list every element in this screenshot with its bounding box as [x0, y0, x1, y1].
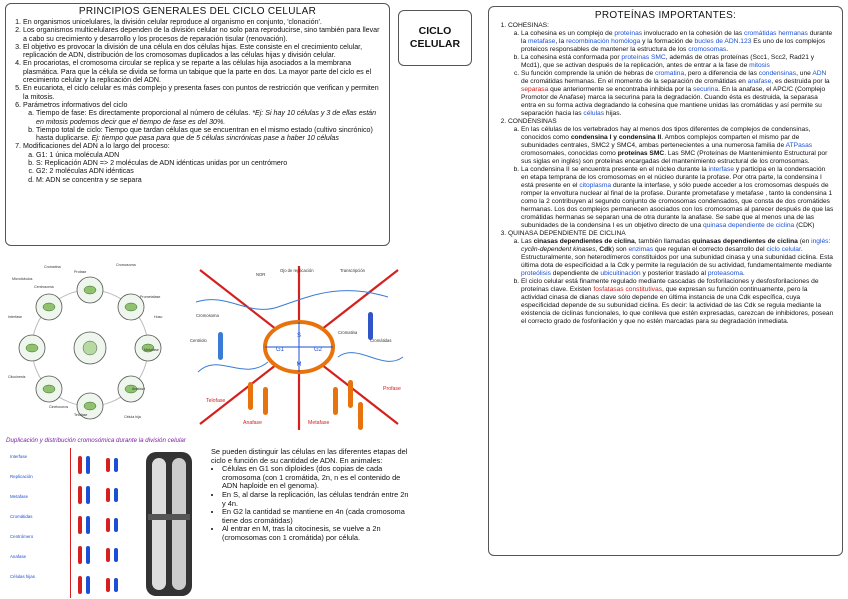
cycle-label: Microtúbulos: [12, 277, 33, 281]
cycle-label: Cinetocoros: [49, 405, 69, 409]
term-link[interactable]: proteínas SMC: [621, 54, 666, 61]
duplication-label: Cromátidas: [10, 514, 33, 519]
cdk-item: [521, 238, 834, 278]
term-link[interactable]: inglés: [811, 238, 829, 245]
text-segment: El ciclo celular está finamente regulado mediante cascadas de fosforilaciones y desfosforilaciones de proteínas clave. Existen: [521, 278, 819, 293]
term-link[interactable]: proteínas: [614, 30, 643, 37]
cycle-label: Telofase: [74, 413, 88, 417]
duplication-title: Duplicación y distribución cromosómica durante la división celular: [6, 437, 186, 444]
cycle-label: Prometafase: [140, 295, 161, 299]
interphase-nucleus: [83, 341, 97, 355]
phase-figure-label: Profase: [383, 386, 401, 392]
chromatid-drawing: [86, 486, 90, 504]
term-link[interactable]: proteólisis: [521, 270, 551, 277]
chromosome-shape: [368, 312, 373, 340]
cohesin-item: [521, 70, 834, 118]
text-segment: hijas.: [604, 110, 622, 117]
phase-figure-label: Cromosoma: [196, 313, 219, 318]
cycle-label: Interfase: [8, 315, 22, 319]
chromosome-shape: [248, 382, 253, 410]
phase-figure-label: Telofase: [206, 398, 226, 404]
cell-cycle-phases-figure: [188, 262, 410, 432]
chromatin-strand: [198, 362, 268, 372]
text-segment: quinasas dependientes de ciclina: [692, 238, 798, 245]
chromatid-drawing: [86, 456, 90, 474]
text-segment: durante la interfase, y sólo puede acceder a los cromosomas después de romper la envoltura nuclear al final de la profase. Durante prometafase y metafase , tanto la condensina 1 como la 2 contribuyen al segundo conjunto de cromosomas condensados, que consta de dos cromátides hermanas. Los dos complejos permanecen asociados con los cromosomas al parecer después de que las cromátidas hermanas se separan una de otra durante la anafase. Se sabe que al menos una de las subunidades de la condensina I es un objetivo directo de una: [521, 182, 834, 229]
text-segment: involucrado en la cohesión de las: [642, 30, 744, 37]
term-link[interactable]: ciclo celular: [766, 246, 801, 253]
principle-item: 2. Los organismos multicelulares dependen de la división celular no solo para reproducirse, sino también para llevar a cabo su crecimiento y desarrollo y los procesos de reparación tisular (renovación).: [23, 26, 383, 43]
dna-content-bullet: • Células en G1 son diploides (dos copias de cada cromosoma (con 1 cromátida, 2n, n es el contenido de ADN haploide en el genoma).: [222, 465, 411, 491]
chromatid-drawing: [114, 578, 118, 592]
chromatid-drawing: [86, 546, 90, 564]
text-segment: , pero a diferencia de las: [684, 70, 759, 77]
text-segment: cyclin-dependent kinases: [521, 246, 596, 253]
condensin-item: [521, 126, 834, 166]
text-segment: ,: [595, 246, 600, 253]
phase-figure-label: Anafase: [243, 420, 263, 426]
parameter-total-time: b. Tiempo total de ciclo: Tiempo que tardan células que se encuentran en el mismo estado (cultivo sincrónico) hasta duplicarse. Ej: tiempo que pasa para que de 5 células sincrónicas pase a haber 10 células: [36, 126, 383, 143]
title-line-1: CICLO: [418, 25, 452, 37]
text-segment: , la: [555, 38, 567, 45]
text-segment: durante la: [521, 30, 833, 45]
principle-item: 5. En eucariota, el ciclo celular es más complejo y presenta fases con puntos de restricción que verifican y permiten la mitosis.: [23, 84, 383, 101]
mitosis-cycle-figure: [4, 258, 176, 430]
dna-mod-item: a. G1: 1 única molécula ADN: [36, 151, 383, 159]
phase-figure-label: Centriolo: [190, 338, 207, 343]
term-link[interactable]: separasa: [521, 86, 549, 93]
chromosome-shape: [333, 387, 338, 415]
cycle-label: Cromosoma: [116, 263, 136, 267]
chromatid-right: [172, 458, 186, 590]
cell-chromosomes: [84, 402, 96, 410]
text-segment: que regulan el correcto desarrollo del: [653, 246, 767, 253]
cell-chromosomes: [125, 303, 137, 311]
term-link[interactable]: células: [583, 110, 605, 117]
text-segment: . Estructuralmente, son heterodímeros constituidos por una subunidad cinasa y una subunidad ciclina. Esta última dota de especificidad a la Cdk y permite la regulación de su actividad, fundamentalmente mediante: [521, 246, 833, 269]
term-link[interactable]: ubicuitinación: [600, 270, 641, 277]
chromatid-drawing: [86, 516, 90, 534]
chromosome-shape: [348, 380, 353, 408]
term-link[interactable]: interfase: [708, 166, 735, 173]
principles-title: PRINCIPIOS GENERALES DEL CICLO CELULAR: [78, 6, 317, 17]
text-segment: ) son: [611, 246, 629, 253]
text-segment: proteínas SMC: [617, 150, 665, 157]
chromatid-drawing: [78, 576, 82, 594]
duplication-label: Células hijas: [10, 574, 35, 579]
duplication-label: Metafase: [10, 494, 29, 499]
principles-list: [12, 18, 383, 184]
text-segment: de cromátidas hermanas. En el momento de la separación de cromátidas en: [521, 78, 748, 85]
chromatid-drawing: [106, 578, 110, 592]
chromatin-strand: [338, 353, 403, 362]
chromatid-drawing: [106, 488, 110, 502]
dna-mod-item: d. M: ADN se concentra y se separa: [36, 176, 383, 184]
phase-figure-label: Transcripción: [340, 268, 365, 273]
dna-content-bullet: • Al entrar en M, tras la citocinesis, se vuelve a 2n (cromosomas con 1 cromátida) por célula.: [222, 525, 411, 542]
term-link[interactable]: ATPasas: [785, 142, 813, 149]
chromosome-shape: [358, 402, 363, 430]
text-segment: Su función comprende la unión de hebras de: [521, 70, 656, 77]
text-segment: que anteriormente se encontraba inhibida por la: [548, 86, 694, 93]
parameters-label: Parámetros informativos del ciclo: [23, 100, 128, 109]
proteins-panel: [488, 6, 843, 556]
text-segment: La cohesina es un complejo de: [521, 30, 615, 37]
principle-item: 4. En procariotas, el cromosoma circular se replica y se reparte a las células hija asociados a la membrana plasmática. Para que la célula se divida se forma un tabique que la parte en dos. La mayor parte del ciclo es el crecimiento celular y la replicación del ADN.: [23, 59, 383, 84]
term-link[interactable]: proteasoma: [707, 270, 743, 277]
chromatid-drawing: [78, 486, 82, 504]
term-link[interactable]: condensinas: [758, 70, 797, 77]
phase-figure-label: NOR: [256, 272, 266, 277]
text-segment: y la formación de: [640, 38, 695, 45]
cycle-label: Cromatina: [44, 265, 61, 269]
text-segment: .: [742, 270, 745, 277]
dna-content-intro: Se pueden distinguir las células en las diferentes etapas del ciclo e función de su cantidad de ADN. En animales:: [211, 447, 408, 465]
term-link[interactable]: bucles de ADN.123: [694, 38, 752, 45]
duplication-labels: [10, 454, 36, 579]
chromatid-drawing: [86, 576, 90, 594]
text-segment: cromosomales, conocidas como: [521, 150, 618, 157]
chromatid-drawing: [114, 548, 118, 562]
text-segment: (en: [797, 238, 812, 245]
chromatid-drawing: [106, 458, 110, 472]
cohesins-section: [508, 22, 834, 118]
text-segment: dependiente de: [550, 270, 601, 277]
term-link[interactable]: enzimas: [628, 246, 654, 253]
term-link[interactable]: cromátidas hermanas: [744, 30, 808, 37]
divider-line: [70, 448, 71, 598]
text-segment: , además de otras proteínas (Scc1, Scc2, Rad21 y Mcd1), que se activan después de la replicación, antes de entrar a la fase de: [521, 54, 815, 69]
dna-content-bullet: • En G2 la cantidad se mantiene en 4n (cada cromosoma tiene dos cromátidas): [222, 508, 411, 525]
chromatid-drawing: [106, 548, 110, 562]
condensin-item: [521, 166, 834, 230]
cell-cycle-title-box: [398, 10, 472, 66]
cycle-label: Citocinesis: [8, 375, 26, 379]
dna-content-text: [211, 448, 411, 543]
phase-figure-label: Metafase: [308, 420, 330, 426]
term-link[interactable]: cromatina: [655, 70, 685, 77]
chromatid-drawing: [114, 488, 118, 502]
cycle-label: Metafase: [144, 348, 159, 352]
cycle-label: Huso: [154, 315, 163, 319]
text-segment: . En la anafase, el APC/C (Complejo Promotor de Anafase) marca la securina para la degradación. Cuando ésta es destruida, la separasa entra en su forma activa degradando la cohesina que mantiene unidas las cromátidas y así permite su separación hacia las: [521, 86, 826, 117]
chromosome-shape: [218, 332, 223, 360]
term-link[interactable]: recombinación homóloga: [566, 38, 641, 45]
chromatid-drawing: [114, 518, 118, 532]
duplication-chromosomes: [78, 456, 118, 594]
text-segment: , une: [796, 70, 813, 77]
text-segment: cinasas dependientes de ciclina: [533, 238, 635, 245]
phase-mark: M: [296, 362, 302, 368]
term-link[interactable]: ADN: [812, 70, 827, 77]
cycle-label: Anafase: [132, 387, 146, 391]
proteins-list: [497, 22, 834, 326]
chromatid-left: [152, 458, 166, 590]
text-segment: , es destruida por la: [771, 78, 830, 85]
dna-content-bullet: • En S, al darse la replicación, las células tendrán entre 2n y 4n.: [222, 491, 411, 508]
chromatid-drawing: [78, 516, 82, 534]
text-segment: :: [828, 238, 831, 245]
duplication-label: Centrómero: [10, 534, 34, 539]
text-segment: Las: [521, 238, 534, 245]
term-link[interactable]: cromosomas: [688, 46, 727, 53]
title-line-2: CELULAR: [409, 38, 461, 50]
cdk-section: [508, 230, 834, 326]
cdk-item: [521, 278, 834, 326]
cdk-title: QUINASA DEPENDIENTE DE CICLINA: [508, 230, 626, 237]
chromatid-drawing: [78, 456, 82, 474]
term-link[interactable]: securina: [693, 86, 719, 93]
phase-mark: G2: [313, 347, 323, 353]
text-segment: . Ambos complejos comparten el mismo par de subunidades centrales, SMC2 y SMC4, ambas pertenecientes a una numerosa familia de: [521, 134, 800, 149]
text-segment: .: [726, 46, 729, 53]
term-link[interactable]: citoplasma: [579, 182, 612, 189]
term-link[interactable]: metafase: [528, 38, 556, 45]
duplication-figure: [6, 434, 204, 599]
cycle-label: Célula hija: [124, 415, 141, 419]
text-segment: Es uno de los complejos proteicos responsables de mantener la estructura de los: [521, 38, 826, 53]
cell-chromosomes: [43, 385, 55, 393]
text-segment: (CDK): [794, 222, 815, 229]
dna-mod-item: b. S: Replicación ADN => 2 moléculas de ADN idénticas unidas por un centrómero: [36, 159, 383, 167]
duplication-label: Anafase: [10, 554, 27, 559]
duplication-label: Replicación: [10, 474, 33, 479]
cycle-label: Profase: [74, 270, 87, 274]
cohesin-item: [521, 54, 834, 70]
term-link[interactable]: anafase: [747, 78, 772, 85]
dna-content-list: [211, 465, 411, 542]
cohesins-title: COHESINAS:: [508, 22, 549, 29]
text-segment: , también llamadas: [634, 238, 693, 245]
phase-mark: G1: [275, 347, 285, 353]
chromatid-drawing: [106, 518, 110, 532]
cycle-label: Centrosoma: [34, 285, 54, 289]
cell-chromosomes: [84, 286, 96, 294]
cell-chromosomes: [43, 303, 55, 311]
text-segment: La cohesina está conformada por: [521, 54, 622, 61]
text-segment: y posterior traslado al: [640, 270, 708, 277]
dna-mod-item: c. G2: 2 moléculas ADN idénticas: [36, 167, 383, 175]
principle-item: 3. El objetivo es provocar la división de una célula en dos células hijas. Este consiste en el crecimiento celular, replicación de ADN, distribución de los cromosomas duplicados a las células hijas y división celular.: [23, 43, 383, 60]
centromere: [148, 514, 190, 520]
parameter-phase-time: a. Tiempo de fase: Es directamente proporcional al número de células. *Ej: Si hay 10 células y 3 de ellas están en mitosis podemos decir que el tiempo de fase es del 30%.: [36, 109, 383, 126]
chromosome-shape: [263, 387, 268, 415]
condensins-title: CONDENSINAS: [508, 118, 557, 125]
text-segment: condensina I y condensina II: [570, 134, 662, 141]
principle-item-dna: [23, 142, 383, 183]
duplication-label: Interfase: [10, 454, 28, 459]
phase-figure-label: Cromatina: [338, 330, 358, 335]
dna-mod-label: Modificaciones del ADN a lo largo del proceso:: [23, 142, 170, 151]
text-segment: En las células de los vertebrados hay al menos dos tipos diferentes de complejos de condensinas, conocidos como: [521, 126, 811, 141]
term-link[interactable]: quinasa dependiente de ciclina: [703, 222, 795, 229]
text-segment: Cdk: [599, 246, 612, 253]
phase-figure-label: Ojo de replicación: [280, 268, 314, 273]
text-segment: . Las SMC (Proteínas de Mantenimiento Estructural por sus siglas en inglés) son proteínas encargadas del mantenimiento estructural de los cromosomas.: [521, 150, 828, 165]
cohesin-item: [521, 30, 834, 54]
principle-item: 1. En organismos unicelulares, la división celular reproduce al organismo en conjunto, 'clonación'.: [23, 18, 383, 26]
text-segment: , que expresan su función continuamente, pero la actividad cinasa de dianas clave sólo depende en última instancia de una Cdk específica, cuya especificidad depende de su subunidad ciclina. Es decir: la actividad de las Cdk se regula mediante la existencia de ciclinas funcionales, lo que conlleva que estén expresadas, carezcan de inhibidores, posean el correcto grado de fosforilación y que no estén marcadas para su degradación inmediata.: [521, 286, 834, 325]
proteins-title: PROTEÍNAS IMPORTANTES:: [594, 10, 737, 21]
cell-chromosomes: [26, 344, 38, 352]
phase-figure-label: Cromátidas: [370, 338, 392, 343]
chromatid-drawing: [78, 546, 82, 564]
text-segment: y participa en la condensación en etapa temprana de los cromosomas en el núcleo durante la profase. Por otra parte, la condensina I está presente en el: [521, 166, 826, 189]
term-link[interactable]: fosfatasas constitutivas: [593, 286, 663, 293]
chromatid-drawing: [114, 458, 118, 472]
term-link[interactable]: mitosis: [749, 62, 770, 69]
condensins-section: [508, 118, 834, 230]
text-segment: La condensina II se encuentra presente en el núcleo durante la: [521, 166, 709, 173]
principle-item-parameters: [23, 101, 383, 142]
principles-panel: [5, 3, 390, 246]
phase-mark: S: [296, 333, 302, 339]
